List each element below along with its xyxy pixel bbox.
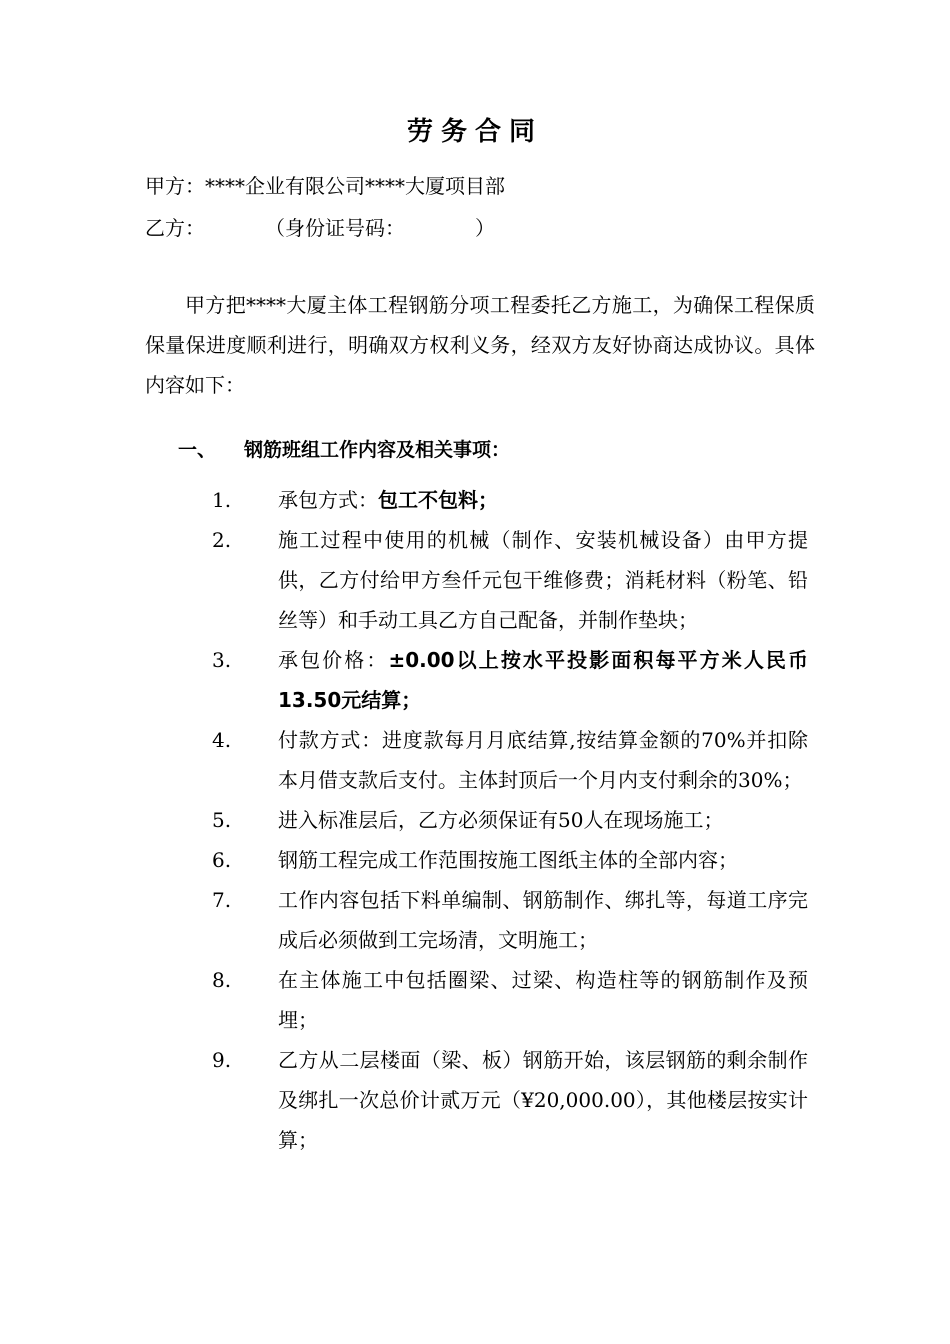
item-bold-text: 包工不包料； <box>378 488 498 512</box>
item-text: 乙方从二层楼面（梁、板）钢筋开始，该层钢筋的剩余制作及绑扎一次总价计贰万元（¥20,000.00），其他楼层按实计算； <box>278 1048 808 1152</box>
list-item <box>0 1040 950 1160</box>
item-text: 工作内容包括下料单编制、钢筋制作、绑扎等，每道工序完成后必须做到工完场清，文明施工； <box>278 888 808 952</box>
item-text: 承包方式： <box>278 488 378 512</box>
item-number: 1. <box>212 488 232 512</box>
item-number: 3. <box>212 648 232 672</box>
item-list <box>0 480 950 1160</box>
item-number: 4. <box>212 728 232 752</box>
list-item <box>0 640 950 720</box>
party-a-line: 甲方：****企业有限公司****大厦项目部 <box>145 174 505 198</box>
item-text: 施工过程中使用的机械（制作、安装机械设备）由甲方提供，乙方付给甲方叁仟元包干维修费；消耗材料（粉笔、铅丝等）和手动工具乙方自己配备，并制作垫块； <box>278 528 808 632</box>
item-number: 7. <box>212 888 232 912</box>
item-text: 在主体施工中包括圈梁、过梁、构造柱等的钢筋制作及预埋； <box>278 968 808 1032</box>
section-title: 钢筋班组工作内容及相关事项： <box>244 439 511 461</box>
list-item <box>0 840 950 880</box>
list-item <box>0 520 950 640</box>
list-item <box>0 800 950 840</box>
item-text: 付款方式：进度款每月月底结算,按结算金额的70%并扣除本月借支款后支付。主体封顶后一个月内支付剩余的30%； <box>278 728 808 792</box>
item-bold-text: ±0.00以上按水平投影面积每平方米人民币13.50元结算； <box>278 648 808 712</box>
list-item <box>0 880 950 960</box>
list-item <box>0 720 950 800</box>
item-number: 8. <box>212 968 232 992</box>
item-text: 承包价格： <box>278 648 389 672</box>
item-number: 6. <box>212 848 232 872</box>
intro-paragraph: 甲方把****大厦主体工程钢筋分项工程委托乙方施工，为确保工程保质保量保进度顺利进行，明确双方权利义务，经双方友好协商达成协议。具体内容如下： <box>145 293 815 397</box>
item-number: 5. <box>212 808 232 832</box>
item-text: 进入标准层后，乙方必须保证有50人在现场施工； <box>278 808 724 832</box>
section-heading <box>178 430 510 470</box>
section-number: 一、 <box>178 439 217 461</box>
item-number: 9. <box>212 1048 232 1072</box>
document-title: 劳务合同 <box>406 117 543 147</box>
list-item <box>0 960 950 1040</box>
item-number: 2. <box>212 528 232 552</box>
item-text: 钢筋工程完成工作范围按施工图纸主体的全部内容； <box>278 848 738 872</box>
party-b-line: 乙方： （身份证号码： ） <box>145 216 495 240</box>
list-item <box>0 480 950 520</box>
